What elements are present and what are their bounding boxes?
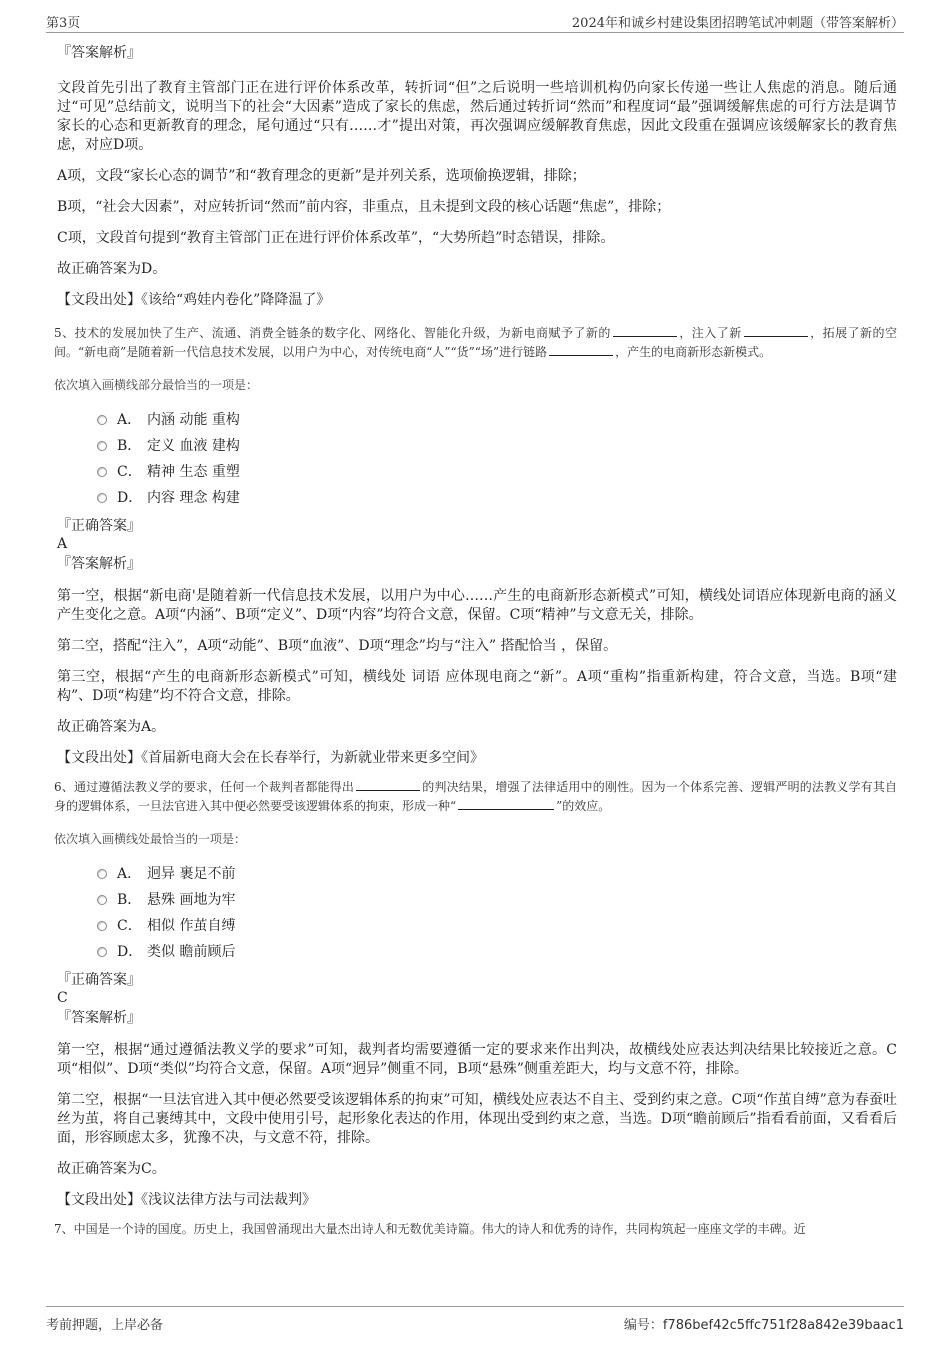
blank-line bbox=[549, 343, 613, 356]
q5-analysis-p1: 第一空，根据“新电商'是随着新一代信息技术发展，以用户为中心……产生的电商新形态新模式”可知，横线处词语应体现新电商的涵义产生变化之意。A项“内涵”、B项“定义”、D项“内容”均符合文意，保留。C项“精神”与文意无关，排除。 bbox=[57, 588, 897, 623]
document-title: 2024年和诚乡村建设集团招聘笔试冲刺题（带答案解析） bbox=[571, 16, 904, 31]
q4-analysis-p1: 文段首先引出了教育主管部门正在进行评价体系改革，转折词“但”之后说明一些培训机构仍向家长传递一些让人焦虑的消息。随后通过“可见”总结前文，说明当下的社会“大因素”造成了家长的焦虑，然后通过转折词“然而”和程度词“最”强调缓解焦虑的可行方法是调节家长的心态和更新教育的理念，尾句通过“只有……才”提出对策，再次强调应缓解教育焦虑，因此文段重在强调应该缓解家长的教育焦虑，对应D项。 bbox=[57, 80, 897, 153]
radio-icon[interactable] bbox=[97, 415, 107, 425]
q4-analysis-label: 『答案解析』 bbox=[57, 45, 141, 61]
q6-source: 【文段出处】《浅议法律方法与司法裁判》 bbox=[57, 1192, 316, 1208]
q5-instruction: 依次填入画横线部分最恰当的一项是： bbox=[54, 378, 259, 392]
q7-stem: 7、中国是一个诗的国度。历史上，我国曾涌现出大量杰出诗人和无数优美诗篇。伟大的诗人和优秀的诗作，共同构筑起一座座文学的丰碑。近 bbox=[54, 1222, 806, 1236]
q4-conclusion: 故正确答案为D。 bbox=[57, 261, 167, 277]
q4-analysis-p3: B项，“社会大因素”，对应转折词“然而”前内容，非重点，且未提到文段的核心话题“焦虑”，排除； bbox=[57, 199, 671, 215]
page-footer bbox=[46, 1306, 904, 1337]
q6-analysis-p1: 第一空，根据“通过遵循法教义学的要求”可知，裁判者均需要遵循一定的要求来作出判决，故横线处应表达判决结果比较接近之意。C项“相似”、D项“类似”均符合文意，保留。A项“迥异”侧重不同，B项“悬殊”侧重差距大，均与文意不符，排除。 bbox=[57, 1042, 897, 1077]
q5-source: 【文段出处】《首届新电商大会在长春举行，为新就业带来更多空间》 bbox=[57, 750, 484, 766]
q6-option-d[interactable]: D． 类似 瞻前顾后 bbox=[97, 939, 897, 965]
q6-instruction: 依次填入画横线处最恰当的一项是： bbox=[54, 832, 247, 846]
q6-option-b[interactable]: B． 悬殊 画地为牢 bbox=[97, 887, 897, 913]
q5-correct-answer: A bbox=[57, 536, 68, 552]
q5-analysis-p2: 第二空，搭配“注入”，A项“动能”、B项“血液”、D项“理念”均与“注入” 搭配恰当 ，保留。 bbox=[57, 638, 618, 654]
blank-line bbox=[613, 324, 677, 337]
q4-source: 【文段出处】《该给“鸡娃内卷化”降降温了》 bbox=[57, 292, 331, 308]
page-header bbox=[46, 10, 904, 33]
q4-analysis-p2: A项，文段“家长心态的调节”和“教育理念的更新”是并列关系，选项偷换逻辑，排除； bbox=[57, 168, 586, 184]
q5-conclusion: 故正确答案为A。 bbox=[57, 719, 166, 735]
footer-slogan: 考前押题，上岸必备 bbox=[46, 1318, 164, 1333]
q6-analysis-p2: 第二空，根据“一旦法官进入其中便必然要受该逻辑体系的拘束”可知，横线处应表达不自主、受到约束之意。C项“作茧自缚”意为春蚕吐丝为茧，将自己裹缚其中，文段中使用引号，起形象化表达的作用，体现出受到约束之意，当选。D项“瞻前顾后”指看看前面，又看看后面，形容顾虑太多，犹豫不决，与文意不符，排除。 bbox=[57, 1092, 897, 1146]
q6-correct-label: 『正确答案』 bbox=[57, 972, 141, 988]
radio-icon[interactable] bbox=[97, 895, 107, 905]
q5-option-c[interactable]: C． 精神 生态 重塑 bbox=[97, 459, 897, 485]
radio-icon[interactable] bbox=[97, 869, 107, 879]
main-content bbox=[54, 44, 897, 1239]
q5-analysis-label: 『答案解析』 bbox=[57, 556, 141, 572]
radio-icon[interactable] bbox=[97, 441, 107, 451]
q5-options bbox=[97, 407, 897, 511]
q6-stem: 6、通过遵循法教义学的要求，任何一个裁判者都能得出 的判决结果，增强了法律适用中的刚性。因为一个体系完善、逻辑严明的法教义学有其自身的逻辑体系，一旦法官进入其中便必然要受该逻辑体系的拘束，形成一种“ ”的效应。 bbox=[54, 780, 897, 813]
document-code: 编号：f786bef42c5ffc751f28a842e39baac1 bbox=[623, 1318, 904, 1333]
q5-analysis-p3: 第三空，根据“产生的电商新形态新模式”可知，横线处 词语 应体现电商之“新”。A项“重构”指重新构建，符合文意，当选。B项“建构”、D项“构建”均不符合文意，排除。 bbox=[57, 669, 897, 704]
q4-analysis-p4: C项，文段首句提到“教育主管部门正在进行评价体系改革”，“大势所趋”时态错误，排除。 bbox=[57, 230, 615, 246]
q6-option-c[interactable]: C． 相似 作茧自缚 bbox=[97, 913, 897, 939]
blank-line bbox=[356, 778, 420, 791]
q5-option-d[interactable]: D． 内容 理念 构建 bbox=[97, 485, 897, 511]
radio-icon[interactable] bbox=[97, 467, 107, 477]
radio-icon[interactable] bbox=[97, 493, 107, 503]
q6-correct-answer: C bbox=[57, 990, 68, 1006]
q5-correct-label: 『正确答案』 bbox=[57, 518, 141, 534]
q5-option-a[interactable]: A． 内涵 动能 重构 bbox=[97, 407, 897, 433]
radio-icon[interactable] bbox=[97, 947, 107, 957]
q6-option-a[interactable]: A． 迥异 裹足不前 bbox=[97, 861, 897, 887]
blank-line bbox=[744, 324, 808, 337]
blank-line bbox=[458, 797, 554, 810]
page-number: 第3页 bbox=[46, 16, 81, 31]
radio-icon[interactable] bbox=[97, 921, 107, 931]
q5-stem: 5、技术的发展加快了生产、流通、消费全链条的数字化、网络化、智能化升级，为新电商赋予了新的 ，注入了新 ，拓展了新的空间。“新电商”是随着新一代信息技术发展，以用户为中心，对传统电商“人”“货”“场”进行链路 ，产生的电商新形态新模式。 bbox=[54, 326, 897, 359]
q5-option-b[interactable]: B． 定义 血液 建构 bbox=[97, 433, 897, 459]
q6-options bbox=[97, 861, 897, 965]
q6-analysis-label: 『答案解析』 bbox=[57, 1010, 141, 1026]
q6-conclusion: 故正确答案为C。 bbox=[57, 1161, 166, 1177]
